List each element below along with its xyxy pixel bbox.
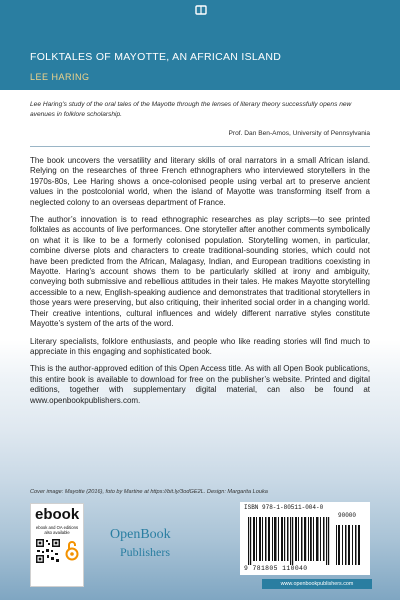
description-paragraph: Literary specialists, folklore enthusiasts, and people who like reading stories will find much to appreciate in this engaging and sophisticated book. <box>30 336 370 356</box>
ebook-subtitle: ebook and OA editions also available <box>35 525 79 535</box>
top-bar <box>0 0 400 20</box>
barcode-icon <box>246 513 364 565</box>
open-access-icon <box>65 540 79 562</box>
book-title: FOLKTALES OF MAYOTTE, AN AFRICAN ISLAND <box>30 51 282 63</box>
book-icon <box>195 4 207 16</box>
description-paragraph: This is the author-approved edition of this Open Access title. As with all Open Book publications, this entire book is available to download for free on the publisher’s website. Printed and digital editions, together with supplementary digital material, can also be found at www.openbookpublishers.com. <box>30 364 370 405</box>
ebook-badge <box>30 503 84 587</box>
review-attribution: Prof. Dan Ben-Amos, University of Pennsylvania <box>228 130 370 137</box>
isbn-label: ISBN 978-1-80511-004-0 <box>244 504 324 511</box>
barcode-panel <box>240 502 370 575</box>
description-paragraph: The author’s innovation is to read ethnographic researches as play scripts—to see printed folktales as accounts of live performances. One storyteller after another comments symbolically on what it is like to be a formerly colonised population. Storytelling women, in particular, combine diverse plots and characters to create traditional-sounding stories, which could not have been predicted from the African, Malagasy, Indian, and European traditions coexisting in Mayotte. Haring’s account shows them to be particularly skilled at irony and ambiguity, conveying both submissive and rebellious attitudes in their tales. He makes Mayotte storytelling accessible to a new, English-speaking audience and demonstrates that traditional storytellers in those years were preserving, but also critiquing, their inherited social order in a changing world. Their creative intentions, cultural influences and widely different narrative styles constitute Mayotte’s system of the arts of the word. <box>30 215 370 329</box>
qr-code-icon <box>35 538 61 564</box>
cover-credit: Cover image: Mayotte (2016), foto by Martine at https://bit.ly/3odGE2L. Design: Margarita Louka <box>30 489 268 495</box>
review-quote: Lee Haring’s study of the oral tales of the Mayotte through the lenses of literary theory successfully opens new avenues in folklore scholarship. <box>30 101 352 118</box>
divider <box>30 146 370 147</box>
price-addon: 90000 <box>338 512 357 519</box>
header-banner <box>0 20 400 90</box>
publisher-website: www.openbookpublishers.com <box>262 579 372 589</box>
author-name: LEE HARING <box>30 72 90 82</box>
publisher-name-line1: OpenBook <box>110 527 171 542</box>
description-paragraph: The book uncovers the versatility and literary skills of oral narrators in a small African island. Relying on the researches of three French ethnographers who interviewed storytellers in the 1970s-80s, Lee Haring shows a once-colonised people using verbal art to preserve ancient values in the postcolonial world, when the island of Mayotte was transforming itself from a neglected colony to an overseas department of France. <box>30 156 370 207</box>
publisher-name-line2: Publishers <box>120 545 171 559</box>
ebook-label: ebook <box>35 506 80 523</box>
description <box>30 156 370 413</box>
publisher-logo <box>110 527 220 567</box>
ean-number: 9 781805 110040 <box>244 565 308 572</box>
